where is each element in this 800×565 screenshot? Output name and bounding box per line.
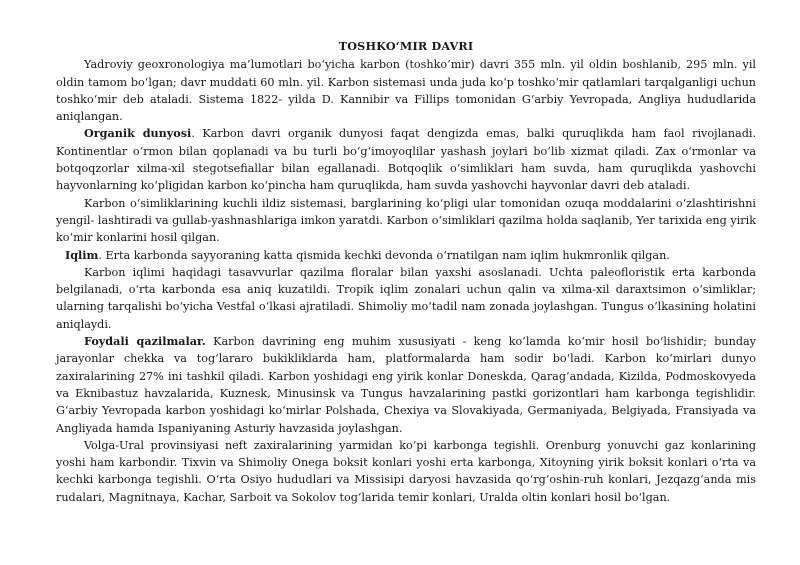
paragraph-text: Volga-Ural provinsiyasi neft zaxiralarining yarmidan ko‘pi karbonga tegishli. Orenburg yonuvchi gaz konlarining yoshi ham karbondir. Tixvin va Shimoliy Onega boksit konlari yoshi erta karbonga, Xitoyning yirik boksit konlari o‘rta va kechki karbonga tegishli. O‘rta Osiyo hududlari va Missisipi daryosi havzasida qo‘rg‘oshin-ruh konlari, Jezqazg‘anda mis rudalari, Magnitnaya, Kachar, Sarboit va Sokolov tog‘larida temir konlari, Uralda oltin konlari hosil bo‘lgan. [56, 438, 756, 504]
section-heading-iqlim: Iqlim [65, 247, 99, 262]
paragraph-deposits [56, 437, 756, 506]
paragraph-text: Karbon iqlimi haqidagi tasavvurlar qazilma floralar bilan yaxshi asoslanadi. Uchta paleofloristik erta karbonda belgilanadi, o‘rta karbonda esa aniq kuzatildi. Tropik iqlim zonalari uchun qalin va xilma-xil daraxtsimon o‘simliklar; ularning tarqalishi bo‘yicha Vestfal o‘lkasi ajratiladi. Shimoliy mo‘tadil nam zonada joylashgan. Tungus o‘lkasining holatini aniqlaydi. [56, 265, 756, 331]
paragraph-text: Karbon o‘simliklarining kuchli ildiz sistemasi, barglarining ko‘pligi ular tomonidan ozuqa moddalarini o‘zlashtirishni yengil- lashtiradi va gullab-yashnashlariga imkon yaratdi. Karbon o‘simliklari qazilma holda saqlanib, Yer tarixida eng yirik ko‘mir konlarini hosil qilgan. [56, 196, 756, 245]
paragraph-text: . Karbon davri organik dunyosi faqat dengizda emas, balki quruqlikda ham faol rivojlanadi. Kontinentlar o‘rmon bilan qoplanadi va bu turli bo‘g‘imoyoqlilar yashash joylari bo‘lib xizmat qiladi. Zax o‘rmonlar va botqoqzorlar xilma-xil stegotsefiallar bilan egallanadi. Botqoqlik o‘simliklari ham suvda, ham quruqlikda yashovchi hayvonlarning ko‘pligidan karbon ko‘pincha ham quruqlikda, ham suvda yashovchi hayvonlar davri deb ataladi. [56, 127, 756, 193]
section-heading-organik-dunyosi: Organik dunyosi [84, 126, 192, 141]
paragraph-climate [56, 264, 756, 333]
paragraph-intro [56, 56, 756, 125]
paragraph-organik-dunyosi [56, 125, 756, 194]
document-title: TOSHKO‘MIR DAVRI [338, 39, 474, 53]
paragraph-plants [56, 195, 756, 247]
paragraph-iqlim [56, 247, 756, 264]
paragraph-text: Karbon davrining eng muhim xususiyati - keng ko‘lamda ko‘mir hosil bo‘lishidir; bunday jarayonlar chekka va tog‘lararo bukikliklarda ham, platformalarda ham sodir bo‘ladi. Karbon ko‘mirlari dunyo zaxiralarining 27% ini tashkil qiladi. Karbon yoshidagi eng yirik konlar Doneskda, Qarag‘andada, Kizilda, Podmoskovyeda va Eknibastuz havzalarida, Kuznesk, Minusinsk va Tungus havzalarining pastki gorizontlari ham karbonga tegishlidir. G‘arbiy Yevropada karbon yoshidagi ko‘mirlar Polshada, Chexiya va Slovakiyada, Germaniyada, Belgiyada, Fransiyada va Angliyada hamda Ispaniyaning Asturiy havzasida joylashgan. [56, 335, 756, 435]
document-page [56, 38, 756, 506]
section-heading-foydali-qazilmalar: Foydali qazilmalar. [84, 334, 206, 349]
paragraph-text: . Erta karbonda sayyoraning katta qismida kechki devonda o‘rnatilgan nam iqlim hukmronlik qilgan. [98, 248, 670, 262]
paragraph-text: Yadroviy geoxronologiya ma’lumotlari bo‘yicha karbon (toshko‘mir) davri 355 mln. yil oldin boshlanib, 295 mln. yil oldin tamom bo‘lgan; davr muddati 60 mln. yil. Karbon sistemasi unda juda ko‘p toshko‘mir qatlamlari tarqalganligi uchun toshko‘mir deb ataladi. Sistema 1822- yilda D. Kannibir va Fillips tomonidan G‘arbiy Yevropada, Angliya hududlarida aniqlangan. [56, 58, 756, 124]
paragraph-foydali-qazilmalar [56, 333, 756, 437]
